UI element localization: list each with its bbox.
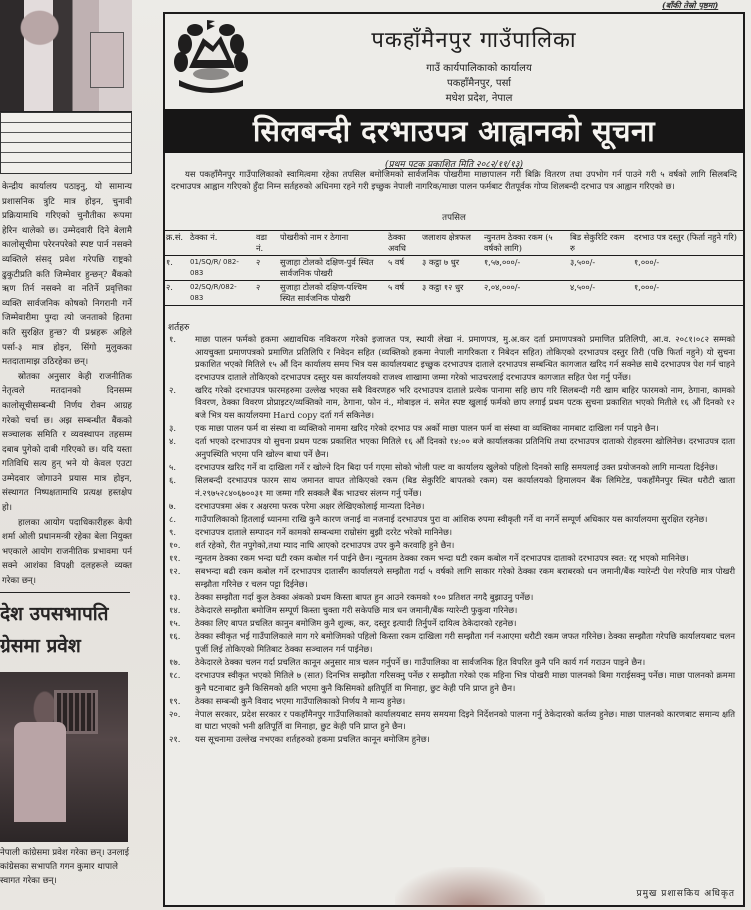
condition-number: ५. (169, 461, 177, 472)
condition-text: ठेक्का सम्झौता गर्दा कुल ठेक्का अंकको प्रथम किस्ता बापत हुन आउने रकमको १०० प्रतिशत नगदै बुझाउनु पर्नेछ। (195, 591, 534, 602)
col-header-duration: ठेक्का अवधि (388, 232, 406, 253)
notice-title-banner: सिलबन्दी दरभाउपत्र आह्वानको सूचना (163, 109, 745, 153)
condition-number: ३. (169, 423, 177, 434)
cell-duration: ५ वर्ष (388, 282, 405, 292)
article-paragraph: हालका आयोग पदाधिकारीहरू केपी शर्मा ओली प्रधानमन्त्री रहेका बेला नियुक्त भएकाले आयोग राजनीतिक प्रभावमा पर्न सक्ने आशंका विपक्षी दलहरूले व्यक्त गरेका छन्। (2, 517, 132, 587)
cell-ward: २ (256, 257, 261, 267)
office-photo (0, 0, 132, 112)
cell-sn: १. (166, 257, 173, 267)
publication-date: (प्रथम पटक प्रकाशित मिति २०८२/११/१३) (385, 160, 523, 170)
condition-text: ठेकेदारले ठेक्का चलन गर्दा प्रचलित कानून अनुसार मात्र चलन गर्नुपर्ने छ। गाउँपालिका वा सार्वजनिक हित विपरित कुनै पनि कार्य गर्न गराउन पाइने छैन। (195, 656, 646, 667)
cell-fee: १,०००/- (634, 282, 660, 292)
condition-text: ठेक्का लिए बापत प्रचलित कानुन बमोजिम कुनै शुल्क, कर, दस्तुर इत्यादी तिर्नुपर्ने दायित्व ठेकेदारको रहनेछ। (195, 618, 517, 629)
col-header-fee: दरभाउ पत्र दस्तुर (फिर्ता नहुने गरि) (634, 232, 737, 242)
condition-number: १५. (169, 618, 181, 629)
condition-item (169, 552, 735, 565)
bid-notice (163, 12, 745, 907)
condition-item (169, 733, 735, 746)
cell-contract-no: 01/SQ/R/ 082-083 (190, 258, 239, 277)
condition-number: ११. (169, 553, 181, 564)
condition-number: १४. (169, 604, 181, 615)
condition-item (169, 435, 735, 460)
condition-item (169, 695, 735, 708)
cell-contract-no: 02/SQ/R/082- 083 (190, 283, 237, 302)
signatory-title: प्रमुख प्रशासकिय अधिकृत (636, 889, 735, 899)
col-header-sn: क्र.सं. (166, 232, 184, 242)
condition-number: १०. (169, 540, 181, 550)
condition-text: दरभाउपत्र स्वीकृत भएको मितिले ७ (सात) दिनभित्र सम्झौता गरिसक्नु पर्नेछ र सम्झौता गरेको एक महिना भित्र पोखरी माछा पालनको बिमा गराईसक्नु पर्नेछ। माछा पालनको क्रममा कुनै घटनाबाट कुनै किसिमको क्षति भएमा कुनै किसिमको क्षतिपूर्ति वा मिनाहा, छुट केही पनि प्राप्त हुने छैन। (195, 669, 735, 693)
condition-number: १७. (169, 656, 181, 667)
cell-area: ३ कट्ठा ७ धुर (422, 257, 460, 267)
column-divider (0, 592, 130, 593)
condition-text: न्युनतम ठेक्का रकम भन्दा घटी रकम कबोल गर्न पाईने छैन। न्युनतम ठेक्का रकम भन्दा घटी रकम कबोल गर्ने दरभाउपत्र दाताको दरभाउपत्र स्वत: रद्द भएको मानिनेछ। (195, 553, 689, 564)
news-headline (0, 598, 140, 662)
cell-min-amount: २,०४,०००/- (484, 282, 521, 292)
col-header-bid-security: बिड सेकुरिटि रकम रु (570, 232, 625, 253)
condition-number: ६. (169, 475, 177, 486)
condition-text: गाउँपालिकाको हितलाई ध्यानमा राखि कुनै कारण जनाई वा नजनाई दरभाउपत्र पुरा वा आंशिक रुपमा स्वीकृती गर्ने वा नगर्ने सम्पूर्ण अधिकार यस कार्यालयमा सुरक्षित रहनेछ। (195, 513, 708, 524)
condition-text: दरभाउपत्र खरिद गर्ने वा दाखिला गर्ने र खोल्ने दिन बिदा पर्न गएमा सोको भोली पल्ट वा कार्यालय खुलेको पहिलो दिनको साहि समयलाई उक्त प्रयोजनको लागि मान्यता दिईनेछ। (195, 461, 718, 472)
condition-item (169, 591, 735, 604)
cell-min-amount: १,५७,०००/- (484, 257, 521, 267)
table-row (163, 281, 745, 306)
condition-number: १६. (169, 631, 181, 642)
condition-number: १. (169, 334, 177, 344)
person-image (14, 722, 66, 822)
article-paragraph: स्रोतका अनुसार केही राजनीतिक नेतृत्वले मतदानको दिनसम्म कालोसूचीसम्बन्धी निर्णय रोक्न आग्रह गरेको चर्चा छ। अझ सम्बन्धीत बैंकको सञ्चालक समिति र व्यवस्थापन तहसम्म दबाब पुगेको दाबी गरिएको छ। यदि यस्ता गतिविधि सत्य हुन् भने यो केवल एउटा उम्मेदवार जोगाउने प्रयास मात्र होइन, संस्थागत निष्पक्षतामाथि प्रत्यक्ष हस्तक्षेप हो। (2, 371, 132, 514)
condition-text: दरभाउपत्र दाताले सम्पादन गर्ने कामको सम्बन्धमा राम्रोसंग बुझी दररेट भरेको मानिनेछ। (195, 526, 453, 537)
condition-item (169, 604, 735, 617)
condition-number: १३. (169, 591, 181, 602)
condition-text: नेपाल सरकार, प्रदेश सरकार र पकहाँमैनपुर गाउँपालिकाको कार्यालयबाट समय समयमा दिइने निर्देशनको पालना गर्नु ठेकेदारको कर्तव्य हुनेछ। माछा पालनको कारणबाट समान्य क्षति वा घाटा भएको भनी क्षतिपूर्ति वा मिनाहा, छुट केही पनि प्राप्त हुने छैन। (195, 708, 735, 732)
headline-line: देश उपसभापति (0, 603, 109, 625)
condition-number: १९. (169, 695, 181, 706)
cell-duration: ५ वर्ष (388, 257, 405, 267)
condition-item (169, 422, 735, 435)
cell-bid-security: ३,५००/- (570, 257, 596, 267)
news-photo (0, 672, 128, 842)
condition-number: ९. (169, 526, 177, 537)
conditions-title: शर्तहरु (168, 323, 190, 333)
condition-number: ४. (169, 436, 177, 447)
conditions-list (169, 333, 735, 747)
condition-item (169, 565, 735, 590)
intro-paragraph: यस पकहाँमैनपुर गाउँपालिकाको स्वामित्वमा रहेका तपसिल बमोजिमको सार्वजनिक पोखरीमा माछापालन गरी बिक्रि वितरण तथा उपभोग गर्न पाउने गरी ५ वर्षको लागि सिलबन्दि दरभाउपत्र आह्वान गरिएको हुँदा निम्न सर्तहरुको अधिनमा रहने गरी इच्छुक नेपाली नागरिक/माछा पालन फर्मबाट रीतपूर्वक गोप्य शिलबन्दी दरभाउ पत्र आह्वान गरिएको छ। (171, 169, 737, 191)
news-article-text (2, 180, 132, 589)
condition-number: ७. (169, 500, 177, 511)
condition-number: १८. (169, 669, 181, 680)
paper-stain (395, 867, 545, 907)
municipality-name: पकहाँमैनपुर गाउँपालिका (371, 28, 577, 53)
top-strip (170, 0, 751, 10)
condition-number: २. (169, 384, 177, 395)
condition-item (169, 708, 735, 733)
photo-caption: नेपाली कांग्रेसमा प्रवेश गरेका छन्। उनलाई कांग्रेसका सभापति गगन कुमार थापाले स्वागत गरेका छन्। (0, 848, 129, 886)
condition-number: १२. (169, 566, 181, 577)
office-name: गाउँ कार्यपालिकाको कार्यालय (426, 63, 532, 74)
condition-item (169, 526, 735, 539)
condition-item (169, 539, 735, 552)
left-news-column (0, 0, 140, 910)
condition-text: सिलबन्दी दरभाउपत्र फारम साथ जमानत वापत तोकिएको रकम (बिड सेकुरिटि बापतको रकम) यस कार्यालयको हिमालयन बैंक लिमिटेड, पकहाँमैनपुर स्थित धरौटी खाता नं.२९७५२८४०६७००३१ मा जम्मा गरि सक्कलै बैंक भाउचर संलग्न गर्नु पर्नेछ। (195, 475, 735, 498)
condition-text: शर्त रहेको, रीत नपुगेको,तथा म्याद नाघि आएको दरभाउपत्र उपर कुनै करवाहि हुने छैन। (195, 540, 455, 550)
condition-item (169, 384, 735, 422)
cell-sn: २. (166, 282, 173, 292)
continued-label: (बाँकी तेस्रो पृष्ठमा) (662, 0, 719, 10)
cell-fee: १,०००/- (634, 257, 660, 267)
table-row (163, 256, 745, 281)
cell-pond-name: सुजाहा टोलको दक्षिण-पुर्व स्थित सार्वजनिक पोखरी (280, 257, 374, 278)
article-paragraph: केन्द्रीय कार्यालय पठाइनु, यो सामान्य प्रशासनिक त्रुटि मात्र होइन, चुनावी प्रक्रियामाथि गरिएको चुनौतीका रूपमा हेरिन थालेको छ। उम्मेदवारी दिने बेलामै कालोसूचीमा परेरनपरेको स्पष्ट पार्न नसक्ने व्यक्तिले संसद् प्रवेश गरेपछि राष्ट्रको ढुकुटीप्रति कति जिम्मेवार हुन्छन्? बैंकको ऋण तिर्न नसक्ने वा नतिर्ने प्रवृत्तिका व्यक्ति सार्वजनिक कोषको निगरानी गर्ने जिम्मेवारीमा पुग्दा त्यो जनताको हितमा कति सुरक्षित हुन्छ? यी प्रश्नहरू अहिले पर्सा-३ मात्र होइन, सिंगो मुलुकका मतदातामाझ उठिरहेका छन्। (2, 182, 132, 368)
condition-text: दरभाउपत्रमा अंक र अक्षरमा फरक परेमा अक्षर लेखिएकोलाई मान्यता दिनेछ। (195, 500, 425, 511)
col-header-pond-name: पोखरीको नाम र ठेगाना (280, 232, 349, 242)
col-header-contract-no: ठेक्का नं. (190, 232, 218, 242)
condition-text: एक माछा पालन फर्म वा संस्था वा व्यक्तिको नाममा खरिद गरेको दरभाउ पत्र अर्को माछा पालन फर्म वा संस्था वा व्यक्तिका नामबाट दाखिला गर्न पाइने छैन। (195, 423, 659, 434)
col-header-area: जलाशय क्षेत्रफल (422, 232, 471, 242)
condition-number: २१. (169, 734, 181, 745)
condition-text: माछा पालन फर्मको हकमा अद्यावधिक नविकरण गरेको इजाजत पत्र, स्थायी लेखा नं. प्रमाणपत्र, मु.अ.कर दर्ता प्रमाणपत्रको प्रमाणित प्रतिलिपी, आ.व. २०८१।०८२ सम्मको आयचुक्ता प्रमाणपत्रको प्रमाणित प्रतिलिपि र निवेदन सहित (व्यक्तिको हकमा नेपाली नागरिकता र निबेदन सहित) तोकिएको दरभाउपत्र दस्तुर तिरी (पछि फिर्ता नहुने) यो सुचना प्रकाशित भएको मितिले १५ औं दिन कार्यालय समय भित्र यस कार्यालयबाट इच्छुक दरभाउपत्र दाताले दरभाउपत्र सम्बन्धित कागजात खरिद गर्न सक्नेछ साथै दरभाउपत्र पेश गर्न चाहने दरभाउपत्र दाताले तोकिएको दरभाउपत्र दस्तुर यस कार्यालयको राजश्व शाखामा जम्मा गरेको भाउचरलाई दरभाउपत्र कागजात सहित पेश गर्नु पर्नेछ। (195, 334, 735, 382)
condition-text: खरिद गरेको दरभाउपत्र फारमहरुमा उल्लेख भएका सबै विवरणहरु भरि दरभाउपत्र दाताले प्रत्येक पानामा सहि छाप गरि सिलबन्दी गरी खाम बाहिर फारमको नाम, ठेगाना, कामको विवरण, ठेक्का विवरण प्रोप्राइटर/व्यक्तिको नाम, ठेगाना, फोन नं., मोबाइल नं. समेत स्पष्ट खुलाई फर्मको छाप लगाई प्रथम पटक सुचना प्रकाशित भएको मितीले १६ औं दिनको १२ बजे भित्र यस कार्यालयमा Hard copy दर्ता गर्न सकिनेछ। (195, 384, 735, 421)
condition-number: ८. (169, 513, 177, 524)
cell-pond-name: सुजाहा टोलको दक्षिण-पश्चिम स्थित सार्वजनिक पोखरी (280, 282, 367, 303)
condition-item (169, 669, 735, 694)
condition-text: दर्ता भएको दरभाउपत्र यो सुचना प्रथम पटक प्रकाशित भएका मितिले १६ औं दिनको १४:०० बजे कार्यालकका प्रतिनिधि तथा दरभाउपत्र दाताको रोहवरमा खोलिनेछ। दरभाउपत्र दाता अनुपस्थिति भएमा पनि खोल्न बाधा पर्ने छैन। (195, 436, 735, 459)
condition-text: सबभन्दा बढी रकम कबोल गर्ने दरभाउपत्र दातासँग कार्यालयले सम्झौता गर्दा ५ वर्षको लागि साकार गरेको ठेक्का रकम बराबरको धन जमानी/बैंक ग्यारेन्टी पेश गरेपछि मात्र पोखरी सम्झौता गरिनेछ र चलन पट्टा दिईनेछ। (195, 566, 735, 589)
document-image (0, 112, 132, 174)
condition-item (169, 630, 735, 655)
office-address: पकहाँमैनपुर, पर्सा (447, 78, 511, 89)
table-header-row (163, 231, 745, 256)
condition-text: ठेक्का स्वीकृत भई गाउँपालिकाले माग गरे बमोजिमको पहिलो किस्ता रकम दाखिला गरी सम्झौता गर्न नआएमा धरौटी रकम जफत गरिनेछ। ठेक्का सम्झौता गरेपछि कार्यालयबाट चलन पुर्जी लिई तोकिएको मितिबाट ठेक्का सञ्चालन गर्न पाईनेछ। (195, 631, 735, 654)
col-header-ward: वडा नं. (256, 232, 268, 253)
cell-area: ३ कट्ठा १२ धुर (422, 282, 464, 292)
condition-item (169, 474, 735, 499)
cell-ward: २ (256, 282, 261, 292)
condition-item (169, 333, 735, 383)
computer-monitor-image (90, 32, 124, 88)
condition-text: ठेकेदारले सम्झौता बमोजिम सम्पूर्ण किस्ता चुक्ता गरी सकेपछि मात्र धन जमानी/बैंक ग्यारेन्टी फुकुवा गरिनेछ। (195, 604, 518, 615)
condition-number: २०. (169, 708, 181, 719)
pond-bid-table (163, 230, 745, 306)
province-name: मधेश प्रदेश, नेपाल (445, 93, 513, 104)
condition-item (169, 500, 735, 513)
condition-item (169, 513, 735, 526)
cell-bid-security: ४,५००/- (570, 282, 596, 292)
condition-item (169, 461, 735, 474)
headline-line: ग्रेसमा प्रवेश (0, 635, 81, 657)
condition-text: ठेक्का सम्बन्धी कुनै विवाद भएमा गाउँपालिकाको निर्णय नै मान्य हुनेछ। (195, 695, 406, 706)
condition-text: यस सूचनामा उल्लेख नभएका शर्तहरुको हकमा प्रचलित कानून बमोजिम हुनेछ। (195, 734, 430, 745)
schedule-label: तपसिल (442, 213, 466, 223)
condition-item (169, 617, 735, 630)
condition-item (169, 656, 735, 669)
col-header-min-amount: न्युनतम ठेक्का रकम (५ वर्षको लागि) (484, 232, 553, 253)
